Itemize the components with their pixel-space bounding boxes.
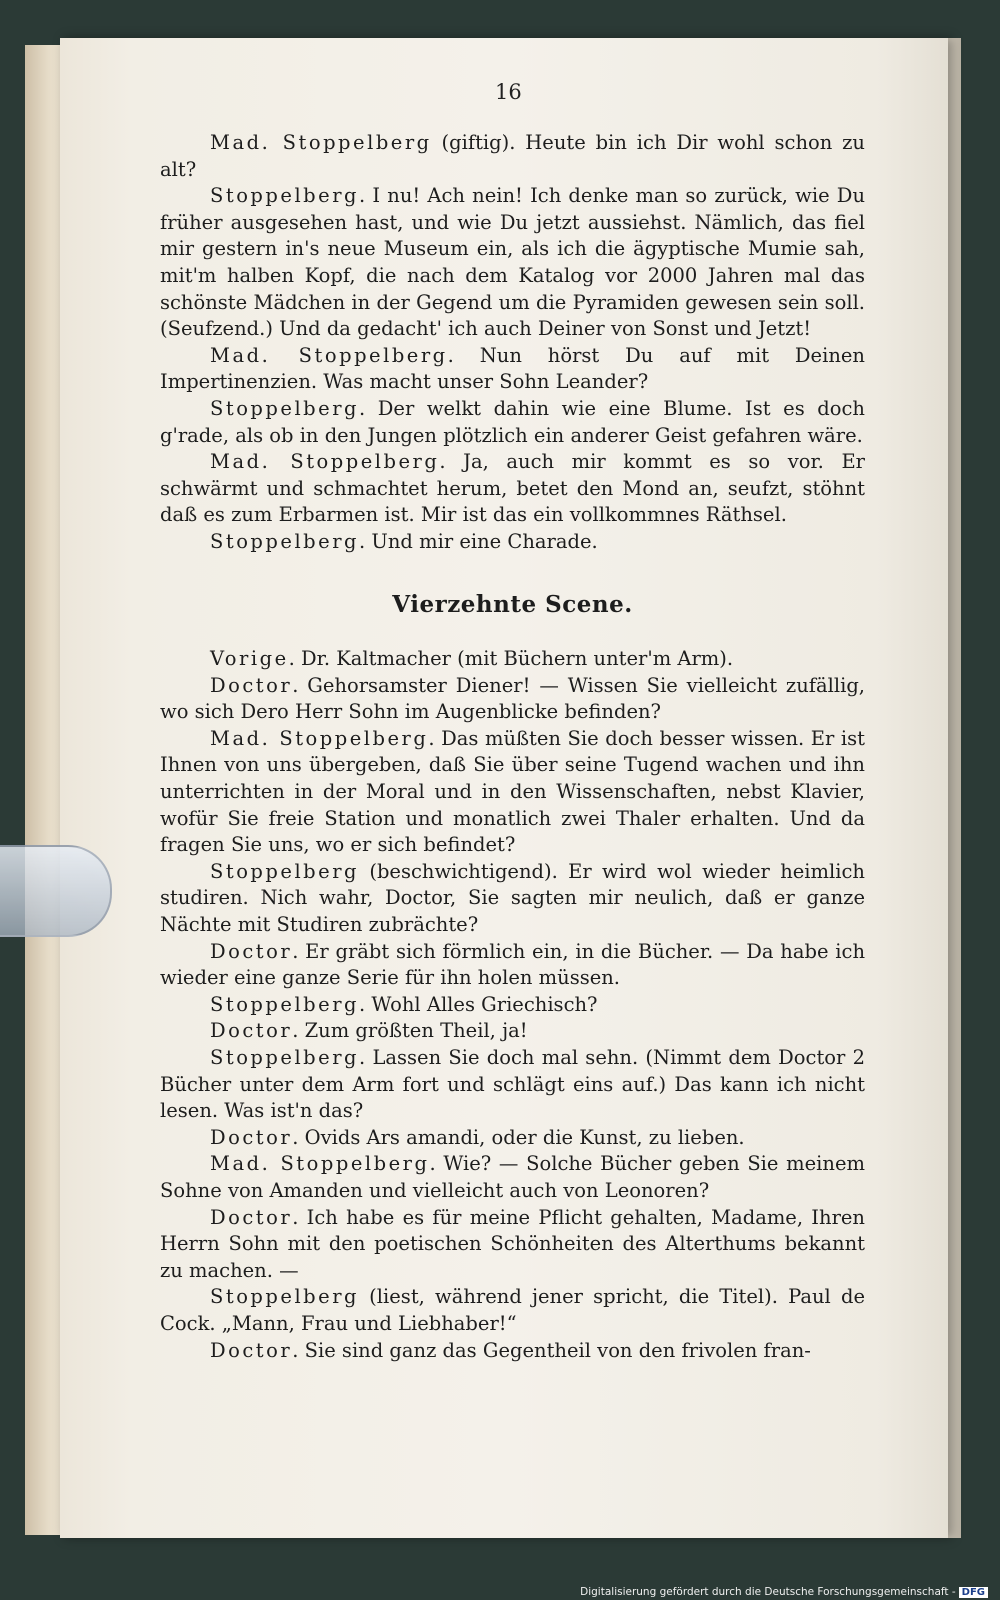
speaker-name: Doctor (210, 939, 293, 963)
dialogue-paragraph (160, 1018, 865, 1045)
dialogue-text: . Das müßten Sie doch besser wissen. Er ist Ihnen von uns übergeben, daß Sie über seine Tugend wachen und ihn unterrichten in der Moral und in den Wissenschaften, nebst Klavier, wofür Sie freie Station und monatlich zwei Thaler erhalten. Und da fragen Sie uns, wo er sich befindet? (160, 726, 865, 857)
dialogue-text: . Nun hörst Du auf mit Deinen Impertinenzien. Was macht unser Sohn Leander? (160, 343, 865, 394)
dialogue-paragraph (160, 646, 865, 673)
speaker-name: Doctor (210, 1205, 293, 1229)
speaker-name: Stoppelberg (210, 396, 360, 420)
dialogue-paragraph (160, 183, 865, 343)
footer-text: Digitalisierung gefördert durch die Deutsche Forschungsgemeinschaft - (580, 1586, 956, 1598)
speaker-name: Doctor (210, 1125, 293, 1149)
speaker-name: Mad. Stoppelberg (210, 343, 448, 367)
dfg-logo: DFG (959, 1587, 988, 1598)
dialogue-paragraph (160, 529, 865, 556)
dialogue-text: . Ich habe es für meine Pflicht gehalten, Madame, Ihren Herrn Sohn mit den poetischen Schönheiten des Alterthums bekannt zu machen. — (160, 1205, 865, 1282)
dialogue-text: (beschwichtigend). Er wird wol wieder heimlich studiren. Nich wahr, Doctor, Sie sagten mir neulich, daß er ganze Nächte mit Studiren zubrächte? (160, 859, 865, 937)
dialogue-text: . Lassen Sie doch mal sehn. (Nimmt dem Doctor 2 Bücher unter dem Arm fort und schlägt eins auf.) Das kann ich nicht lesen. Was ist'n das? (160, 1046, 865, 1123)
speaker-name: Mad. Stoppelberg (210, 1152, 430, 1176)
speaker-name: Doctor (210, 1019, 293, 1043)
scene-heading: Vierzehnte Scene. (392, 590, 633, 618)
speaker-name: Mad. Stoppelberg (210, 450, 440, 474)
speaker-name: Doctor (210, 673, 293, 697)
dialogue-text: . Der welkt dahin wie eine Blume. Ist es doch g'rade, als ob in den Jungen plötzlich ein anderer Geist gefahren wäre. (160, 396, 865, 447)
dialogue-paragraph (160, 1125, 865, 1152)
dialogue-text: (giftig). Heute bin ich Dir wohl schon zu alt? (160, 131, 865, 181)
dialogue-text: . Wie? — Solche Bücher geben Sie meinem Sohne von Amanden und vielleicht auch von Leonoren? (160, 1152, 865, 1202)
dialogue-text: . I nu! Ach nein! Ich denke man so zurück, wie Du früher ausgesehen hast, und wie Du jetzt aussiehst. Nämlich, das fiel mir gestern in's neue Museum ein, als ich die ägyptische Mumie sah, mit'm halben Kopf, die nach dem Katalog vor 2000 Jahren mal das schönste Mädchen in der Gegend um die Pyramiden gewesen sein soll. (Seufzend.) Und da gedacht' ich auch Deiner von Sonst und Jetzt! (160, 184, 865, 341)
dialogue-paragraph (160, 673, 865, 726)
dialogue-text: . Dr. Kaltmacher (mit Büchern unter'm Arm). (288, 647, 734, 671)
speaker-name: Stoppelberg (210, 529, 360, 553)
dialogue-text: (liest, während jener spricht, die Titel). Paul de Cock. „Mann, Frau und Liebhaber!“ (160, 1285, 865, 1335)
speaker-name: Stoppelberg (210, 184, 360, 208)
dialogue-paragraph (160, 992, 865, 1019)
dialogue-paragraph (160, 1151, 865, 1204)
speaker-name: Stoppelberg (210, 992, 360, 1016)
speaker-name: Mad. Stoppelberg (210, 726, 429, 750)
dialogue-paragraph (160, 449, 865, 529)
speaker-name: Stoppelberg (210, 1285, 360, 1309)
dialogue-text: . Er gräbt sich förmlich ein, in die Bücher. — Da habe ich wieder eine ganze Serie für ihn holen müssen. (160, 939, 865, 990)
dialogue-paragraph (160, 130, 865, 183)
dialogue-text: . Zum größten Theil, ja! (292, 1019, 528, 1043)
dialogue-paragraph (160, 1205, 865, 1285)
dialogue-text: . Gehorsamster Diener! — Wissen Sie vielleicht zufällig, wo sich Dero Herr Sohn im Augenblicke befinden? (160, 673, 865, 724)
dialogue-paragraph (160, 726, 865, 859)
speaker-name: Stoppelberg (210, 1046, 360, 1069)
page-body-text (160, 130, 865, 1364)
page-clip (0, 845, 112, 937)
dialogue-text: . Ovids Ars amandi, oder die Kunst, zu lieben. (292, 1125, 745, 1149)
dialogue-paragraph (160, 343, 865, 396)
dialogue-text: . Sie sind ganz das Gegentheil von den frivolen fran- (292, 1338, 811, 1362)
dialogue-paragraph (160, 1045, 865, 1125)
speaker-name: Vorige (210, 647, 289, 671)
dialogue-text: . Wohl Alles Griechisch? (359, 992, 598, 1016)
speaker-name: Mad. Stoppelberg (210, 131, 432, 154)
page-number: 16 (495, 80, 522, 104)
dialogue-text: . Ja, auch mir kommt es so vor. Er schwärmt und schmachtet herum, betet den Mond an, seufzt, stöhnt daß es zum Erbarmen ist. Mir ist das ein vollkommnes Räthsel. (160, 450, 865, 527)
dialogue-paragraph (160, 1284, 865, 1337)
footer-credit (580, 1586, 988, 1598)
dialogue-paragraph (160, 859, 865, 939)
speaker-name: Doctor (210, 1338, 293, 1362)
speaker-name: Stoppelberg (210, 859, 360, 883)
dialogue-paragraph (160, 1338, 865, 1365)
dialogue-paragraph (160, 396, 865, 449)
dialogue-paragraph (160, 939, 865, 992)
dialogue-text: . Und mir eine Charade. (359, 529, 598, 553)
